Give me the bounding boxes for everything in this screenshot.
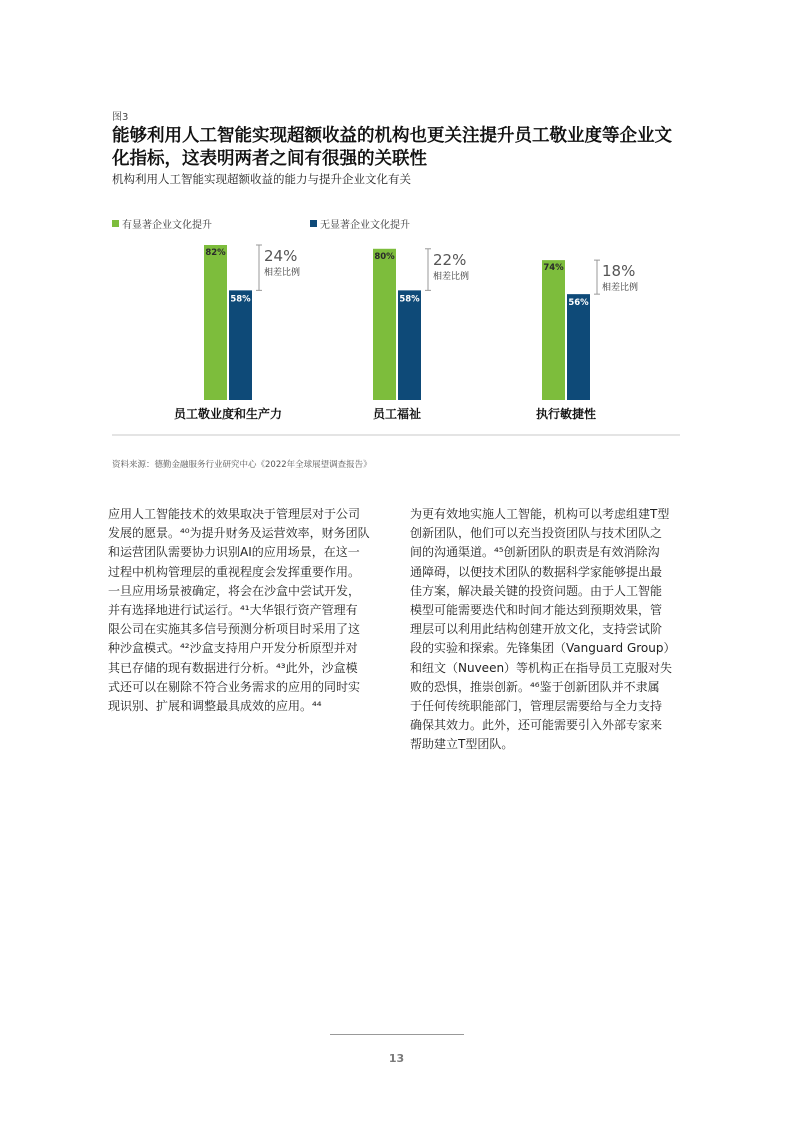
- gap-caption: 相差比例: [433, 271, 470, 282]
- bar-green: [204, 245, 227, 400]
- data-label-green: 74%: [543, 263, 564, 274]
- title-line-2: 化指标，这表明两者之间有很强的关联性: [112, 149, 427, 169]
- data-label-blue: 58%: [399, 294, 420, 305]
- bar-blue: [398, 290, 421, 400]
- left-paragraph-line: 并有选择地进行试运行。⁴¹大华银行资产管理有: [108, 603, 358, 618]
- data-label-green: 80%: [374, 251, 395, 262]
- left-paragraph-line: 一旦应用场景被确定，将会在沙盒中尝试开发，: [108, 583, 361, 598]
- left-paragraph-line: 现识别、扩展和调整最具成效的应用。⁴⁴: [108, 699, 322, 714]
- right-paragraph-line: 通障碍，以便技术团队的数据科学家能够提出最: [410, 564, 663, 579]
- right-paragraph-line: 和纽文（Nuveen）等机构正在指导员工克服对失: [410, 660, 673, 675]
- right-paragraph-line: 佳方案，解决最关键的投资问题。由于人工智能: [410, 583, 663, 598]
- bar-chart: [0, 0, 793, 440]
- left-paragraph-line: 限公司在实施其多信号预测分析项目时采用了这: [108, 622, 361, 637]
- left-paragraph-line: 和运营团队需要协力识别AI的应用场景，在这一: [108, 545, 360, 560]
- right-paragraph-line: 段的实验和探索。先锋集团（Vanguard Group）: [410, 641, 676, 656]
- right-paragraph-line: 间的沟通渠道。⁴⁵创新团队的职责是有效消除沟: [410, 545, 660, 560]
- left-paragraph-line: 其已存储的现有数据进行分析。⁴³此外，沙盒模: [108, 660, 358, 675]
- legend-label-green: 有显著企业文化提升: [122, 220, 212, 231]
- left-paragraph-line: 种沙盒模式。⁴²沙盒支持用户开发分析原型并对: [108, 641, 358, 656]
- right-paragraph-line: 为更有效地实施人工智能，机构可以考虑组建T型: [410, 507, 670, 521]
- bar-blue: [229, 290, 252, 400]
- right-paragraph-line: 创新团队，他们可以充当投资团队与技术团队之: [410, 526, 663, 541]
- gap-value: 22%: [433, 250, 467, 269]
- category-label: 执行敏捷性: [535, 407, 597, 421]
- left-paragraph-line: 过程中机构管理层的重视程度会发挥重要作用。: [108, 564, 361, 579]
- category-label: 员工敬业度和生产力: [173, 407, 283, 421]
- legend-label-blue: 无显著企业文化提升: [320, 220, 410, 231]
- body-column-left: [108, 505, 376, 716]
- bar-blue: [567, 294, 590, 400]
- bar-green: [542, 260, 565, 400]
- data-label-blue: 58%: [230, 294, 251, 305]
- footer-divider: [330, 1034, 464, 1035]
- data-label-green: 82%: [205, 248, 226, 258]
- right-paragraph-line: 于任何传统职能部门，管理层需要给与全力支持: [410, 699, 663, 714]
- chart-subtitle: 机构利用人工智能实现超额收益的能力与提升企业文化有关: [112, 172, 411, 186]
- gap-caption: 相差比例: [602, 283, 639, 294]
- category-label: 员工福祉: [372, 407, 422, 421]
- right-paragraph-line: 理层可以利用此结构创建开放文化，支持尝试阶: [410, 622, 663, 637]
- right-paragraph-line: 模型可能需要迭代和时间才能达到预期效果，管: [410, 603, 663, 618]
- body-column-right: [410, 505, 687, 755]
- gap-value: 24%: [264, 247, 298, 265]
- source-note: 资料来源：德勤金融服务行业研究中心《2022年全球展望调查报告》: [112, 460, 372, 470]
- right-paragraph-line: 帮助建立T型团队。: [410, 737, 514, 752]
- right-paragraph-line: 败的恐惧，推崇创新。⁴⁶鉴于创新团队并不隶属: [410, 679, 660, 694]
- data-label-blue: 56%: [568, 298, 589, 309]
- title-line-1: 能够利用人工智能实现超额收益的机构也更关注提升员工敬业度等企业文: [112, 126, 672, 146]
- page-number: 13: [388, 1052, 405, 1065]
- left-paragraph-line: 式还可以在剔除不符合业务需求的应用的同时实: [108, 679, 361, 694]
- figure-label: 图3: [112, 112, 129, 123]
- bar-green: [373, 249, 396, 400]
- gap-caption: 相差比例: [264, 268, 301, 278]
- right-paragraph-line: 确保其效力。此外，还可能需要引入外部专家来: [410, 718, 663, 733]
- left-paragraph-line: 发展的愿景。⁴⁰为提升财务及运营效率，财务团队: [108, 526, 370, 541]
- left-paragraph-line: 应用人工智能技术的效果取决于管理层对于公司: [108, 507, 361, 521]
- gap-value: 18%: [602, 262, 636, 281]
